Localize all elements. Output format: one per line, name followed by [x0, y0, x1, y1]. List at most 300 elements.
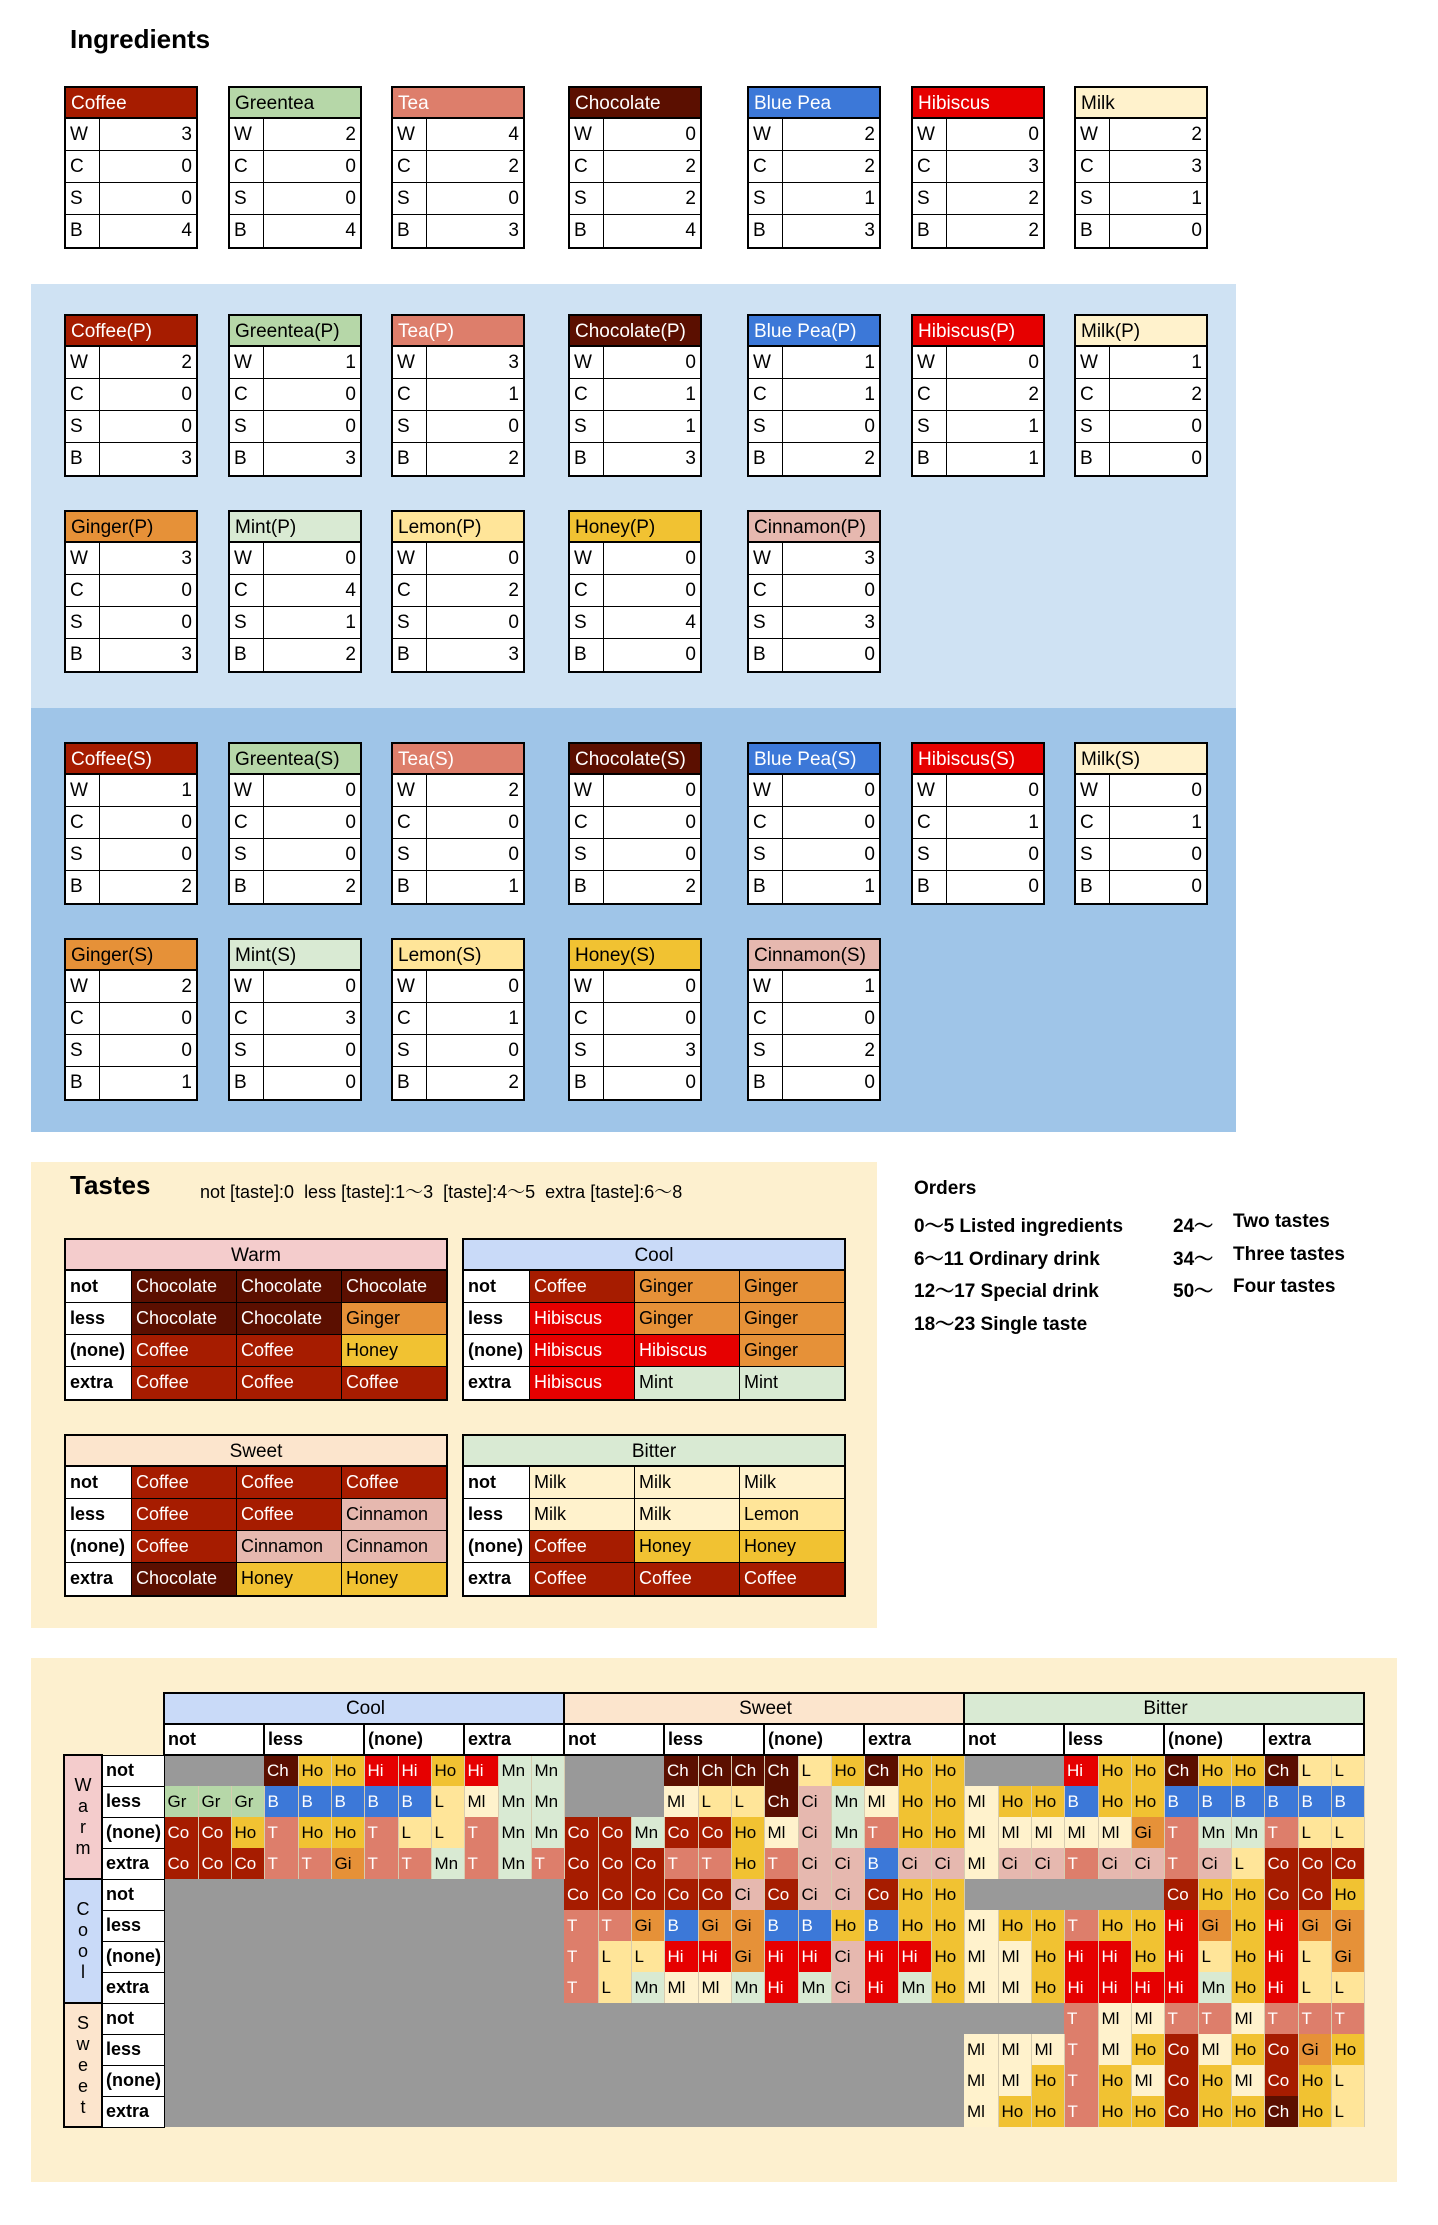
grid-cell: Co [164, 1817, 198, 1848]
stat-value: 0 [508, 844, 519, 865]
stat-value: 0 [864, 1072, 875, 1093]
grid-cell: L [1231, 1848, 1264, 1879]
stat-key: B [913, 871, 947, 903]
grid-cell: T [1331, 2003, 1364, 2034]
ingredient-card [391, 938, 525, 1101]
ingredient-card [747, 86, 881, 249]
grid-subheader: less [264, 1724, 364, 1755]
taste-ingredient: Coffee [342, 1467, 446, 1498]
grid-cell: Ml [964, 1972, 998, 2003]
stat-key: W [230, 543, 264, 574]
stat-value: 0 [181, 844, 192, 865]
grid-cell: B [1231, 1786, 1264, 1817]
grid-empty [398, 2096, 431, 2127]
grid-empty [364, 2003, 398, 2034]
stat-row [749, 607, 879, 639]
taste-row [66, 1271, 446, 1303]
grid-cell: L [1198, 1941, 1231, 1972]
stat-value: 0 [345, 1072, 356, 1093]
grid-cell: Ci [1031, 1848, 1064, 1879]
stat-value: 1 [1028, 812, 1039, 833]
grid-empty [164, 2096, 198, 2127]
stat-key: W [570, 119, 604, 150]
stat-key: W [230, 775, 264, 806]
taste-ingredient: Ginger [740, 1271, 844, 1302]
stat-key: C [749, 807, 783, 838]
stat-row [230, 215, 360, 247]
grid-cell: Co [1164, 1879, 1198, 1910]
grid-cell: Ch [1264, 1755, 1298, 1786]
grid-cell: Ho [1131, 1786, 1164, 1817]
taste-ingredient: Coffee [132, 1531, 237, 1562]
taste-row [464, 1563, 844, 1595]
stat-value: 2 [508, 1072, 519, 1093]
grid-rowgroup: W a r m [64, 1755, 102, 1879]
grid-cell: B [1331, 1786, 1364, 1817]
stat-key: B [570, 443, 604, 475]
grid-empty [564, 2003, 598, 2034]
stat-row [913, 775, 1043, 807]
stat-key: B [393, 443, 427, 475]
grid-rowlabel: (none) [102, 2065, 164, 2096]
stat-key: C [749, 151, 783, 182]
grid-cell: Ho [1031, 2065, 1064, 2096]
stat-value: 0 [685, 1072, 696, 1093]
grid-subheader: not [164, 1724, 264, 1755]
grid-cell: Ho [1031, 2096, 1064, 2127]
grid-cell: Co [598, 1848, 631, 1879]
stat-value: 0 [685, 352, 696, 373]
stat-key: B [230, 639, 264, 671]
grid-empty [331, 1972, 364, 2003]
stat-key: W [1076, 347, 1110, 378]
grid-cell: L [1331, 1972, 1364, 2003]
stat-row [66, 1003, 196, 1035]
grid-cell: Hi [1164, 1972, 1198, 2003]
grid-cell: Ho [1331, 2034, 1364, 2065]
stat-row [1076, 379, 1206, 411]
grid-empty [264, 1941, 298, 1972]
stat-row [1076, 151, 1206, 183]
grid-cell: Mn [531, 1786, 564, 1817]
taste-row [66, 1467, 446, 1499]
grid-empty [431, 2003, 464, 2034]
order-tier: Four tastes [1233, 1276, 1336, 1297]
stat-row [570, 775, 700, 807]
stat-row [393, 1067, 523, 1099]
grid-empty [431, 1941, 464, 1972]
grid-cell: L [631, 1941, 664, 1972]
grid-cell: Ch [1164, 1755, 1198, 1786]
ingredient-name: Cinnamon(S) [749, 940, 879, 971]
stat-key: B [393, 871, 427, 903]
grid-cell: Hi [864, 1972, 898, 2003]
stat-value: 1 [864, 352, 875, 373]
grid-empty [464, 2003, 498, 2034]
grid-cell: Co [231, 1848, 264, 1879]
grid-cell: Ho [298, 1755, 331, 1786]
grid-empty [764, 2065, 798, 2096]
grid-empty [331, 1879, 364, 1910]
stat-row [66, 639, 196, 671]
stat-row [749, 1067, 879, 1099]
stat-row [913, 151, 1043, 183]
grid-cell: Co [564, 1817, 598, 1848]
ingredient-card [568, 742, 702, 905]
stat-value: 0 [1028, 876, 1039, 897]
grid-empty [764, 2003, 798, 2034]
grid-cell: Co [631, 1848, 664, 1879]
grid-cell: Ho [431, 1755, 464, 1786]
stat-value: 3 [181, 644, 192, 665]
grid-cell: Mn [431, 1848, 464, 1879]
grid-cell: Hi [1164, 1910, 1198, 1941]
grid-empty [164, 1972, 198, 2003]
grid-cell: B [798, 1910, 831, 1941]
grid-cell: Ml [698, 1972, 731, 2003]
stat-row [749, 775, 879, 807]
grid-cell: T [464, 1848, 498, 1879]
grid-cell: B [764, 1910, 798, 1941]
stat-value: 3 [864, 548, 875, 569]
grid-empty [298, 2065, 331, 2096]
grid-cell: Hi [464, 1755, 498, 1786]
taste-ingredient: Chocolate [342, 1271, 446, 1302]
grid-cell: Mn [498, 1817, 531, 1848]
grid-empty [531, 1879, 564, 1910]
grid-empty [564, 1755, 598, 1786]
grid-empty [231, 1941, 264, 1972]
order-score: 24〜 [1173, 1216, 1214, 1237]
ingredient-name: Hibiscus [913, 88, 1043, 119]
stat-key: S [393, 607, 427, 638]
grid-cell: Ho [998, 1786, 1031, 1817]
grid-cell: Ho [931, 1817, 964, 1848]
grid-cell: Mn [731, 1972, 764, 2003]
grid-empty [464, 1941, 498, 1972]
grid-empty [898, 2003, 931, 2034]
stat-key: W [393, 775, 427, 806]
ingredient-name: Greentea(S) [230, 744, 360, 775]
grid-cell: Ml [1031, 1817, 1064, 1848]
ingredient-name: Hibiscus(S) [913, 744, 1043, 775]
grid-cell: Hi [798, 1941, 831, 1972]
stat-value: 1 [864, 976, 875, 997]
stat-row [570, 971, 700, 1003]
stat-row [393, 119, 523, 151]
stat-value: 3 [181, 124, 192, 145]
grid-empty [164, 2003, 198, 2034]
taste-row [464, 1531, 844, 1563]
ingredient-card [228, 510, 362, 673]
taste-ingredient: Chocolate [237, 1303, 342, 1334]
stat-row [749, 119, 879, 151]
stat-row [570, 1035, 700, 1067]
taste-table-title: Cool [464, 1240, 844, 1271]
stat-value: 0 [685, 580, 696, 601]
stat-row [570, 607, 700, 639]
stat-value: 2 [1191, 124, 1202, 145]
grid-empty [798, 2034, 831, 2065]
ingredient-card [911, 742, 1045, 905]
stat-value: 0 [345, 780, 356, 801]
taste-level: not [464, 1271, 530, 1302]
order-tier: Three tastes [1233, 1243, 1345, 1265]
taste-level: (none) [66, 1531, 132, 1562]
grid-empty [264, 1910, 298, 1941]
tastes-heading: Tastes [70, 1170, 151, 1200]
stat-row [230, 1067, 360, 1099]
grid-empty [464, 1910, 498, 1941]
grid-cell: Ml [964, 1817, 998, 1848]
stat-key: W [1076, 119, 1110, 150]
stat-row [1076, 871, 1206, 903]
taste-ingredient: Milk [740, 1467, 844, 1498]
taste-ingredient: Milk [635, 1467, 740, 1498]
stat-value: 2 [685, 876, 696, 897]
grid-empty [198, 1755, 231, 1786]
stat-value: 0 [345, 188, 356, 209]
ingredient-card [747, 742, 881, 905]
grid-empty [298, 1879, 331, 1910]
grid-empty [431, 2096, 464, 2127]
grid-empty [664, 2034, 698, 2065]
stat-value: 3 [508, 220, 519, 241]
stat-row [570, 1067, 700, 1099]
grid-cell: Ci [798, 1817, 831, 1848]
stat-row [1076, 215, 1206, 247]
stat-value: 2 [181, 976, 192, 997]
grid-cell: L [598, 1972, 631, 2003]
grid-cell: Ml [1098, 2003, 1131, 2034]
grid-empty [498, 1972, 531, 2003]
stat-value: 0 [181, 580, 192, 601]
stat-row [66, 347, 196, 379]
stat-key: B [913, 215, 947, 247]
grid-cell: Co [198, 1848, 231, 1879]
grid-cell: L [698, 1786, 731, 1817]
grid-empty [1064, 1879, 1098, 1910]
stat-value: 3 [181, 448, 192, 469]
stat-row [913, 119, 1043, 151]
grid-cell: Ho [1231, 2096, 1264, 2127]
grid-cell: Ho [1031, 1786, 1064, 1817]
stat-value: 1 [1191, 352, 1202, 373]
stat-key: B [66, 215, 100, 247]
stat-key: W [66, 347, 100, 378]
stat-row [393, 607, 523, 639]
grid-cell: Ho [1298, 2065, 1331, 2096]
grid-cell: Ho [1131, 1755, 1164, 1786]
taste-ingredient: Coffee [740, 1563, 844, 1595]
stat-row [230, 379, 360, 411]
stat-key: W [230, 971, 264, 1002]
grid-cell: Gi [1298, 2034, 1331, 2065]
grid-empty [331, 2096, 364, 2127]
stat-key: W [230, 347, 264, 378]
grid-cell: Mn [498, 1755, 531, 1786]
taste-ingredient: Coffee [132, 1499, 237, 1530]
stat-value: 1 [345, 612, 356, 633]
grid-rowlabel: (none) [102, 1941, 164, 1972]
stat-row [570, 871, 700, 903]
grid-cell: Ml [1064, 1817, 1098, 1848]
stat-row [913, 807, 1043, 839]
taste-level: not [66, 1271, 132, 1302]
stat-key: S [66, 839, 100, 870]
stat-key: C [393, 379, 427, 410]
ingredient-name: Mint(P) [230, 512, 360, 543]
taste-ingredient: Coffee [530, 1271, 635, 1302]
stat-row [913, 347, 1043, 379]
ingredient-card [64, 938, 198, 1101]
grid-empty [831, 2003, 864, 2034]
grid-cell: L [1331, 2096, 1364, 2127]
taste-row [464, 1499, 844, 1531]
taste-ingredient: Chocolate [237, 1271, 342, 1302]
stat-value: 0 [1191, 220, 1202, 241]
stat-key: B [66, 1067, 100, 1099]
stat-value: 0 [181, 416, 192, 437]
stat-value: 0 [1028, 780, 1039, 801]
grid-cell: Co [1264, 1879, 1298, 1910]
grid-cell: Gr [231, 1786, 264, 1817]
stat-row [570, 639, 700, 671]
grid-cell: L [431, 1786, 464, 1817]
grid-empty [231, 1910, 264, 1941]
grid-cell: Ml [998, 1817, 1031, 1848]
grid-cell: T [1064, 1910, 1098, 1941]
grid-empty [631, 2034, 664, 2065]
taste-table-bitter [462, 1434, 846, 1597]
grid-empty [998, 1755, 1031, 1786]
stat-row [749, 575, 879, 607]
stat-row [66, 839, 196, 871]
grid-empty [431, 1972, 464, 2003]
stat-row [393, 543, 523, 575]
taste-ingredient: Honey [635, 1531, 740, 1562]
stat-value: 0 [508, 1040, 519, 1061]
taste-level: less [464, 1499, 530, 1530]
ingredient-card [228, 314, 362, 477]
grid-empty [364, 1910, 398, 1941]
stat-value: 1 [345, 352, 356, 373]
stat-row [913, 411, 1043, 443]
grid-empty [398, 1972, 431, 2003]
grid-empty [331, 2003, 364, 2034]
taste-level: (none) [464, 1335, 530, 1366]
stat-key: B [393, 639, 427, 671]
stat-key: C [230, 151, 264, 182]
grid-cell: Ch [698, 1755, 731, 1786]
grid-cell: Ml [998, 2065, 1031, 2096]
stat-value: 0 [1191, 780, 1202, 801]
stat-value: 2 [1191, 384, 1202, 405]
grid-empty [231, 2034, 264, 2065]
grid-cell: Gi [1331, 1941, 1364, 1972]
stat-row [749, 411, 879, 443]
grid-empty [564, 2034, 598, 2065]
grid-cell: Ci [1198, 1848, 1231, 1879]
stat-key: W [393, 347, 427, 378]
grid-empty [164, 1910, 198, 1941]
grid-cell: Ho [331, 1817, 364, 1848]
grid-cell: Co [631, 1879, 664, 1910]
stat-value: 0 [181, 156, 192, 177]
order-line: 0〜5 Listed ingredients [914, 1216, 1124, 1237]
grid-empty [798, 2065, 831, 2096]
stat-value: 0 [345, 812, 356, 833]
stat-value: 2 [1028, 384, 1039, 405]
stat-value: 2 [864, 1040, 875, 1061]
grid-empty [731, 2003, 764, 2034]
grid-corner [64, 1724, 164, 1755]
grid-cell: Ml [1231, 2065, 1264, 2096]
stat-key: S [570, 839, 604, 870]
stat-row [230, 639, 360, 671]
stat-row [749, 379, 879, 411]
stat-row [570, 215, 700, 247]
taste-ingredient: Hibiscus [530, 1335, 635, 1366]
grid-cell: L [731, 1786, 764, 1817]
stat-row [230, 119, 360, 151]
stat-key: C [570, 575, 604, 606]
stat-row [393, 1035, 523, 1067]
stat-key: S [230, 839, 264, 870]
grid-cell: Ci [831, 1972, 864, 2003]
grid-cell: L [1331, 1817, 1364, 1848]
stat-key: S [570, 183, 604, 214]
grid-cell: Ho [1131, 2096, 1164, 2127]
grid-cell: Ci [798, 1786, 831, 1817]
grid-cell: T [1164, 2003, 1198, 2034]
grid-cell: Co [598, 1817, 631, 1848]
stat-value: 0 [1028, 352, 1039, 373]
grid-rowgroup: C o o l [64, 1879, 102, 2003]
stat-key: S [913, 411, 947, 442]
stat-value: 2 [685, 188, 696, 209]
stat-key: W [393, 543, 427, 574]
stat-row [749, 1035, 879, 1067]
grid-subheader: (none) [764, 1724, 864, 1755]
stat-key: C [913, 151, 947, 182]
grid-cell: Gi [731, 1910, 764, 1941]
grid-empty [198, 1879, 231, 1910]
grid-cell: Ho [898, 1786, 931, 1817]
grid-cell: Ci [798, 1848, 831, 1879]
stat-key: B [230, 871, 264, 903]
grid-cell: B [1298, 1786, 1331, 1817]
grid-cell: Ho [931, 1972, 964, 2003]
stat-value: 0 [508, 976, 519, 997]
ingredient-card [64, 742, 198, 905]
grid-cell: Ml [1231, 2003, 1264, 2034]
grid-cell: Mn [898, 1972, 931, 2003]
stat-key: B [913, 443, 947, 475]
stat-row [393, 183, 523, 215]
stat-row [570, 119, 700, 151]
stat-row [1076, 347, 1206, 379]
stat-value: 0 [1028, 124, 1039, 145]
grid-rowlabel: (none) [102, 1817, 164, 1848]
grid-subheader: (none) [364, 1724, 464, 1755]
stat-key: B [749, 639, 783, 671]
stat-value: 0 [685, 644, 696, 665]
stat-row [913, 871, 1043, 903]
grid-cell: T [264, 1848, 298, 1879]
grid-cell: T [1264, 2003, 1298, 2034]
stat-row [66, 871, 196, 903]
